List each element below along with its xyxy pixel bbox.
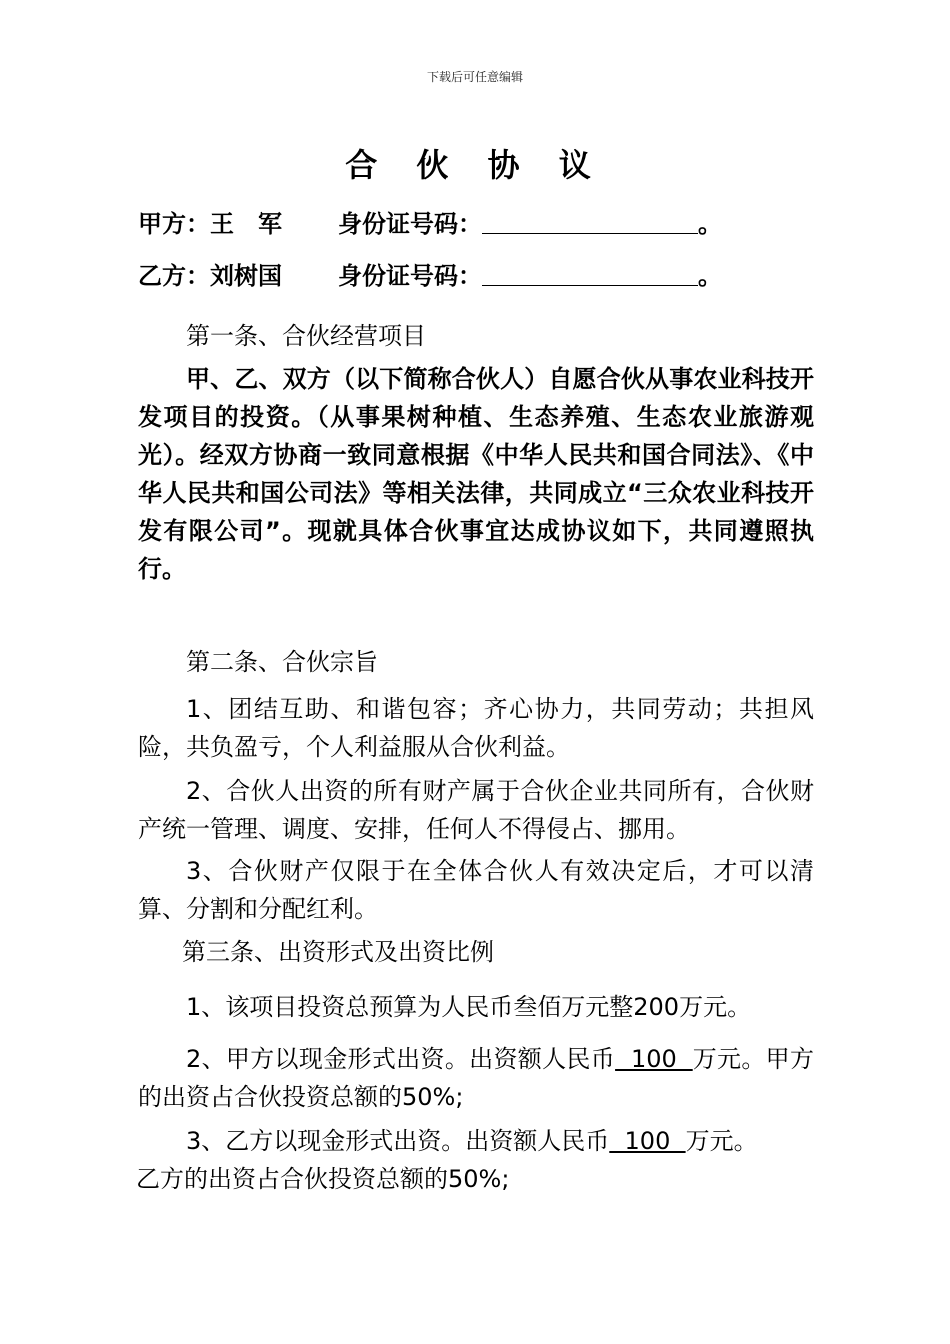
article2-item1-text: 1、团结互助、和谐包容；齐心协力，共同劳动；共担风险，共负盈亏，个人利益服从合伙利益。 (138, 695, 814, 761)
article3-item2-text (138, 1040, 814, 1116)
article3-item2-pre: 2、甲方以现金形式出资。出资额人民币 (186, 1045, 616, 1073)
article3-item2-post: 万元。甲方的出资占合伙投资总额的50%; (138, 1045, 814, 1111)
article2-item1 (138, 690, 814, 766)
party-b-id-label: 身份证号码： (338, 262, 482, 290)
article3-item3-line2: 乙方的出资占合伙投资总额的50%; (136, 1165, 510, 1193)
party-b-id-blank (482, 263, 698, 286)
article3-item3-pre: 3、乙方以现金形式出资。出资额人民币 (186, 1127, 610, 1155)
article3-item3-amount: 100 (609, 1127, 686, 1155)
header-note: 下载后可任意编辑 (426, 70, 523, 84)
article3-item3-text (138, 1122, 814, 1160)
document-title: 合 伙 协 议 (345, 146, 605, 184)
article2-item3-text: 3、合伙财产仅限于在全体合伙人有效决定后，才可以清算、分割和分配红利。 (138, 857, 814, 923)
article2-item3 (138, 852, 814, 928)
article3-heading: 第三条、出资形式及出资比例 (182, 938, 494, 966)
party-a-name: 王 军 (210, 210, 282, 238)
party-a-id-blank (482, 211, 698, 234)
article2-heading: 第二条、合伙宗旨 (186, 648, 378, 676)
party-b-end: 。 (698, 262, 722, 290)
party-b-line (138, 256, 722, 291)
article1-body (138, 360, 814, 588)
party-a-label: 甲方： (138, 210, 210, 238)
article3-item3 (138, 1122, 814, 1198)
article3-item1-text: 1、该项目投资总预算为人民币叁佰万元整200万元。 (186, 993, 752, 1021)
article1-paragraph: 甲、乙、双方（以下简称合伙人）自愿合伙从事农业科技开发项目的投资。（从事果树种植、生态养殖、生态农业旅游观光）。经双方协商一致同意根据《中华人民共和国合同法》、《中华人民共和国公司法》等相关法律，共同成立“三众农业科技开发有限公司”。现就具体合伙事宜达成协议如下，共同遵照执行。 (138, 365, 814, 583)
party-a-line (138, 204, 722, 239)
party-b-label: 乙方： (138, 262, 210, 290)
article3-item1 (138, 988, 814, 1026)
article3-item3-post: 万元。 (685, 1127, 758, 1155)
party-a-end: 。 (698, 210, 722, 238)
article2-item2 (138, 772, 814, 848)
party-a-id-label: 身份证号码： (338, 210, 482, 238)
article1-heading: 第一条、合伙经营项目 (186, 322, 426, 350)
article3-item2 (138, 1040, 814, 1116)
article2-item2-text: 2、合伙人出资的所有财产属于合伙企业共同所有，合伙财产统一管理、调度、安排，任何人不得侵占、挪用。 (138, 777, 814, 843)
article3-item2-amount: 100 (615, 1045, 693, 1073)
party-b-name: 刘树国 (210, 262, 282, 290)
